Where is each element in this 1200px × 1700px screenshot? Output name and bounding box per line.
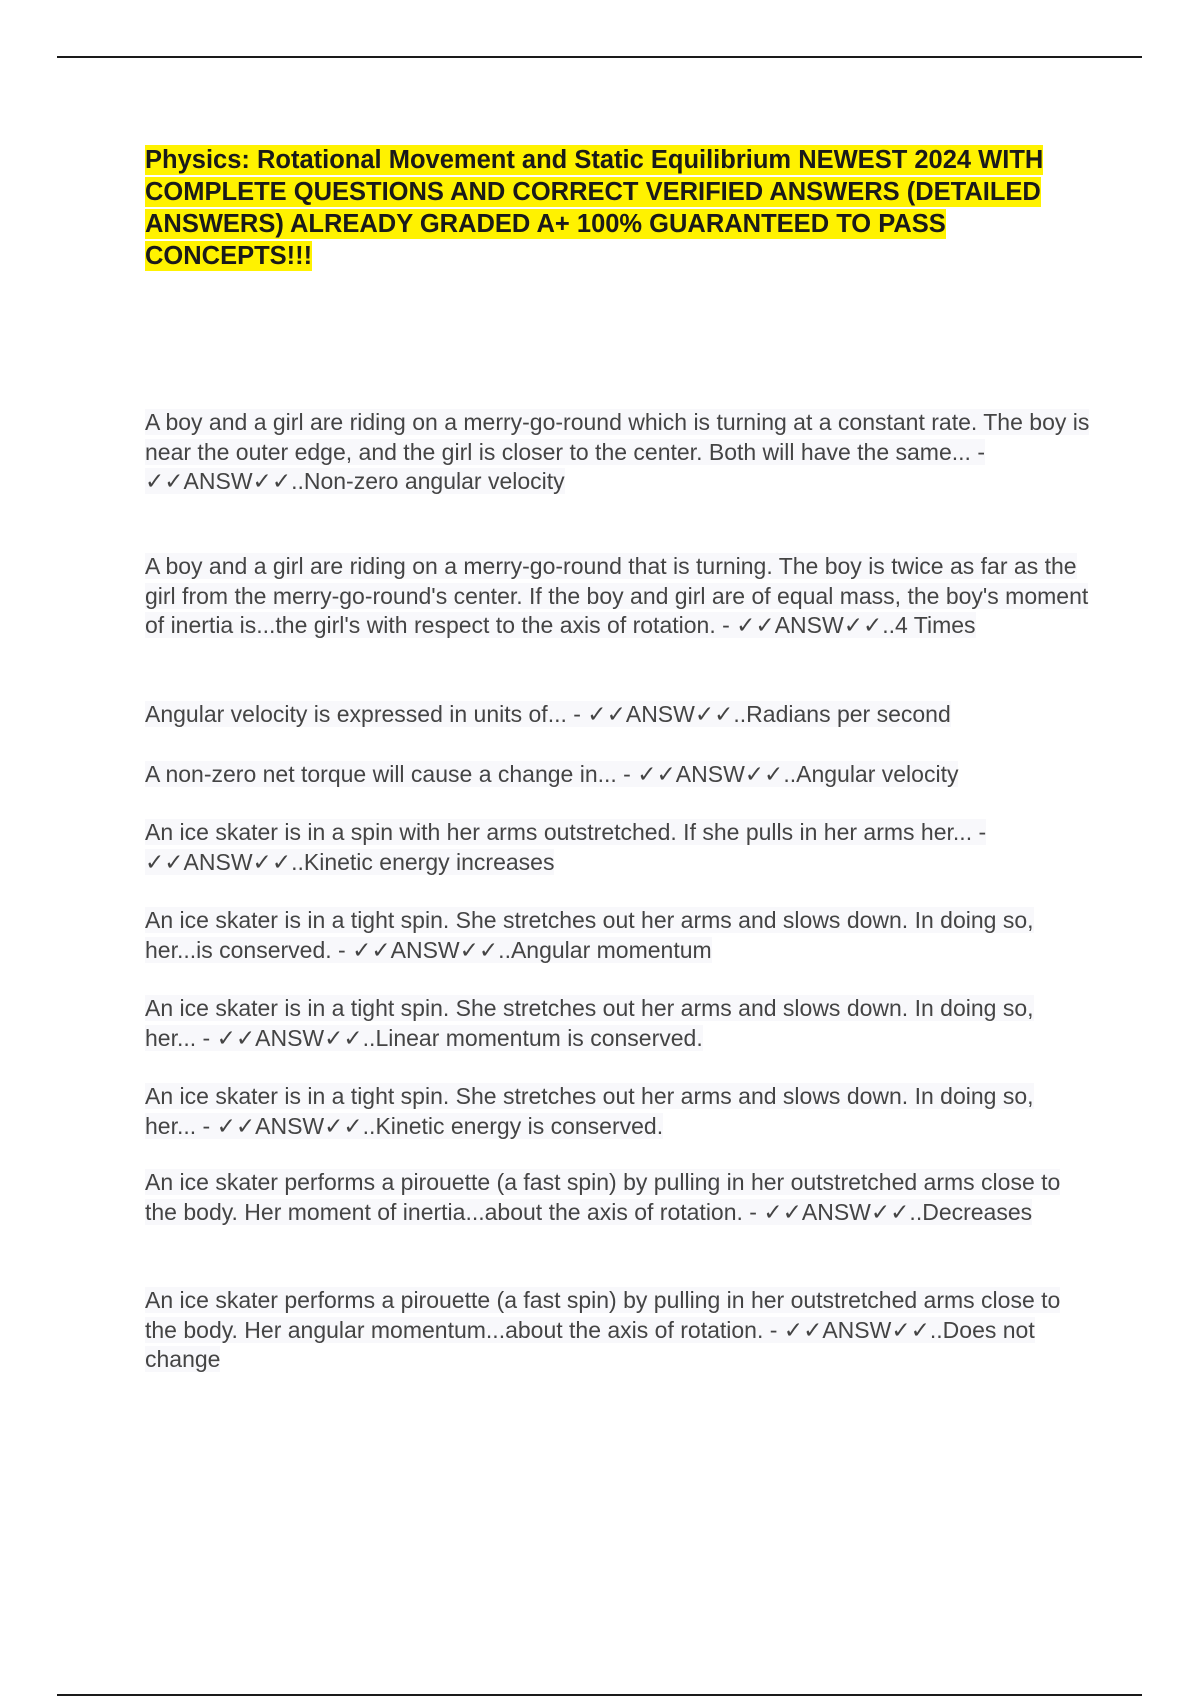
qa-item-text: An ice skater is in a spin with her arms outstretched. If she pulls in her arms her... - ✓✓ANSW✓✓..Kinetic energy increases [145,819,987,875]
qa-item-5 [145,818,1090,877]
qa-item-2 [145,552,1090,641]
qa-item-3 [145,700,1090,730]
qa-item-9 [145,1168,1090,1227]
qa-item-8 [145,1082,1090,1141]
qa-item-1 [145,408,1090,497]
qa-item-6 [145,906,1090,965]
qa-item-text: An ice skater performs a pirouette (a fast spin) by pulling in her outstretched arms close to the body. Her angular momentum...about the axis of rotation. - ✓✓ANSW✓✓..Does not change [145,1287,1061,1372]
qa-item-text: An ice skater performs a pirouette (a fast spin) by pulling in her outstretched arms close to the body. Her moment of inertia...about the axis of rotation. - ✓✓ANSW✓✓..Decreases [145,1169,1061,1225]
qa-item-10 [145,1286,1090,1375]
header-rule [57,56,1142,58]
document-title-text: Physics: Rotational Movement and Static Equilibrium NEWEST 2024 WITH COMPLETE QUESTIONS AND CORRECT VERIFIED ANSWERS (DETAILED ANSWERS) ALREADY GRADED A+ 100% GUARANTEED TO PASS CONCEPTS!!! [145,146,1044,270]
qa-item-4 [145,760,1090,790]
qa-item-text: An ice skater is in a tight spin. She stretches out her arms and slows down. In doing so, her... - ✓✓ANSW✓✓..Kinetic energy is conserved. [145,1083,1034,1139]
qa-item-text: A boy and a girl are riding on a merry-go-round that is turning. The boy is twice as far as the girl from the merry-go-round's center. If the boy and girl are of equal mass, the boy's moment of inertia is...the girl's with respect to the axis of rotation. - ✓✓ANSW✓✓..4 Times [145,553,1089,638]
qa-item-text: An ice skater is in a tight spin. She stretches out her arms and slows down. In doing so, her...is conserved. - ✓✓ANSW✓✓..Angular momentum [145,907,1034,963]
qa-item-text: Angular velocity is expressed in units of... - ✓✓ANSW✓✓..Radians per second [145,701,951,727]
qa-item-text: A non-zero net torque will cause a change in... - ✓✓ANSW✓✓..Angular velocity [145,761,959,787]
qa-item-text: A boy and a girl are riding on a merry-go-round which is turning at a constant rate. The boy is near the outer edge, and the girl is closer to the center. Both will have the same... - ✓✓ANSW✓✓..Non-zero angular velocity [145,409,1090,494]
footer-rule [57,1694,1142,1696]
qa-item-7 [145,994,1090,1053]
qa-item-text: An ice skater is in a tight spin. She stretches out her arms and slows down. In doing so, her... - ✓✓ANSW✓✓..Linear momentum is conserved. [145,995,1034,1051]
document-title [145,144,1085,272]
